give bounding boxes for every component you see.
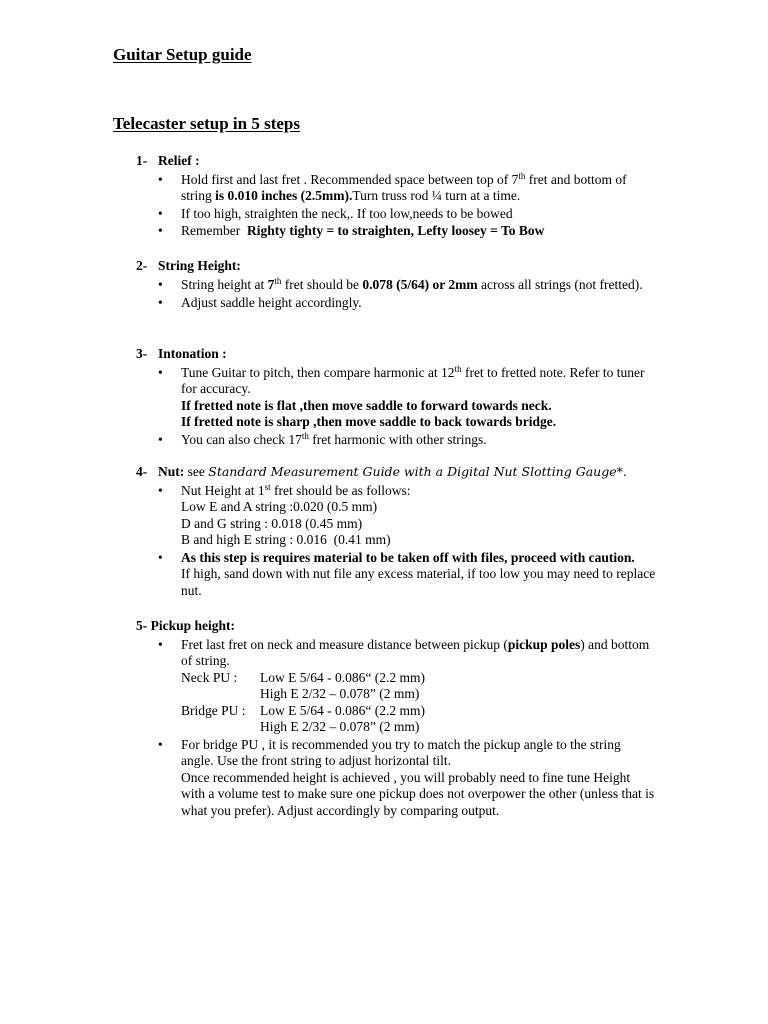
text: String height at [181, 276, 268, 292]
bullet-list [136, 172, 656, 240]
bullet-icon: • [158, 364, 163, 380]
text: Remember [181, 223, 247, 238]
list-item [136, 223, 656, 240]
text: Tune Guitar to pitch, then compare harmonic at 12 [181, 364, 455, 380]
bullet-list [136, 483, 656, 600]
bold-text: If fretted note is flat ,then move saddle to forward towards neck. [181, 397, 552, 413]
text: Nut Height at 1 [181, 482, 265, 498]
list-item [136, 295, 656, 312]
section-pickup-height [136, 618, 656, 820]
text: fret should be as follows: [270, 482, 411, 498]
bullet-icon: • [158, 295, 163, 310]
section-string-height [136, 258, 656, 313]
pickup-label: Neck PU : [181, 669, 238, 685]
list-item [136, 277, 656, 294]
text: Adjust saddle height accordingly. [181, 295, 362, 310]
bullet-icon: • [158, 549, 163, 565]
section-number: 2- [136, 258, 148, 273]
superscript: th [454, 363, 462, 374]
text: Once recommended height is achieved , you will probably need to fine tune Height with a volume test to make sure one pickup does not overpower the other (unless that is what you prefer). Adjust accordingly by comparing output. [181, 769, 655, 818]
section-title: Intonation : [158, 346, 227, 361]
bold-text: pickup poles [507, 636, 581, 652]
bullet-list [136, 277, 656, 312]
section-heading [136, 153, 656, 170]
bold-text: 7 [267, 276, 275, 292]
bold-text: If fretted note is sharp ,then move saddle to back towards bridge. [181, 414, 557, 429]
section-nut [136, 464, 656, 600]
bullet-icon: • [158, 482, 163, 498]
list-item [136, 432, 656, 449]
section-heading: 5- Pickup height: [136, 618, 236, 633]
text: ) and bottom of string. [181, 636, 650, 668]
bullet-list [136, 637, 656, 820]
text: Low E 5/64 - 0.086“ (2.2 mm) [260, 702, 425, 718]
text: fret and bottom of string [181, 171, 627, 203]
list-item [136, 737, 656, 820]
section-heading [136, 258, 656, 275]
section-number: 3- [136, 346, 148, 361]
section-intonation [136, 346, 656, 449]
bold-text: is 0.010 inches (2.5mm). [215, 188, 353, 203]
bullet-icon: • [158, 636, 163, 652]
section-relief [136, 153, 656, 241]
bullet-icon: • [158, 736, 163, 752]
pickup-label: Bridge PU : [181, 702, 246, 718]
text: Turn truss rod ¼ turn at a time. [352, 188, 521, 203]
text: fret to fretted note. Refer to tuner for accuracy. [181, 364, 645, 396]
section-number: 1- [136, 153, 148, 168]
superscript: st [264, 481, 271, 492]
list-item [136, 637, 656, 736]
text: Low E 5/64 - 0.086“ (2.2 mm) [260, 669, 425, 685]
text: For bridge PU , it is recommended you try to match the pickup angle to the string angle. Use the front string to adjust horizontal tilt. [181, 736, 621, 768]
superscript: th [301, 430, 309, 441]
text: You can also check 17 [181, 431, 302, 447]
list-item [136, 206, 656, 223]
text: Low E and A string :0.020 (0.5 mm) [181, 499, 378, 514]
bullet-icon: • [158, 276, 163, 292]
section-number: 4- [136, 464, 148, 479]
text: If high, sand down with nut file any excess material, if too low you may need to replace nut. [181, 566, 656, 598]
text: D and G string : 0.018 (0.45 mm) [181, 515, 363, 531]
document-title: Guitar Setup guide [113, 45, 252, 64]
bold-text: 0.078 (5/64) or 2mm [362, 276, 478, 292]
bullet-icon: • [158, 171, 163, 187]
bold-text: Righty tighty = to straighten, Lefty loosey = To Bow [246, 223, 545, 238]
bullet-icon: • [158, 205, 163, 221]
list-item [136, 365, 656, 431]
text: If too high, straighten the neck,. If too low,needs to be bowed [181, 205, 513, 221]
list-item [136, 483, 656, 549]
bullet-icon: • [158, 223, 163, 238]
section-title: Relief : [158, 153, 200, 168]
text: Hold first and last fret . Recommended space between top of 7 [181, 171, 519, 187]
bullet-list [136, 365, 656, 449]
list-item [136, 550, 656, 600]
text: across all strings (not fretted). [477, 276, 643, 292]
bold-text: As this step is requires material to be taken off with files, proceed with caution. [181, 549, 635, 565]
superscript: th [274, 275, 282, 286]
superscript: th [518, 170, 526, 181]
text: High E 2/32 – 0.078” (2 mm) [260, 686, 420, 701]
italic-text: Standard Measurement Guide with a Digital Nut Slotting Gauge*. [208, 464, 627, 479]
text: fret harmonic with other strings. [308, 431, 487, 447]
section-title: String Height: [158, 258, 241, 273]
text: fret should be [281, 276, 363, 292]
bullet-icon: • [158, 431, 163, 447]
section-heading [136, 346, 656, 363]
document-subtitle: Telecaster setup in 5 steps [113, 114, 300, 133]
text: see [184, 464, 209, 479]
section-heading [136, 464, 656, 481]
text: High E 2/32 – 0.078” (2 mm) [260, 719, 420, 734]
text: B and high E string : 0.016 (0.41 mm) [181, 532, 391, 547]
section-title: Nut: [158, 464, 185, 479]
text: Fret last fret on neck and measure distance between pickup ( [181, 636, 508, 652]
list-item [136, 172, 656, 205]
